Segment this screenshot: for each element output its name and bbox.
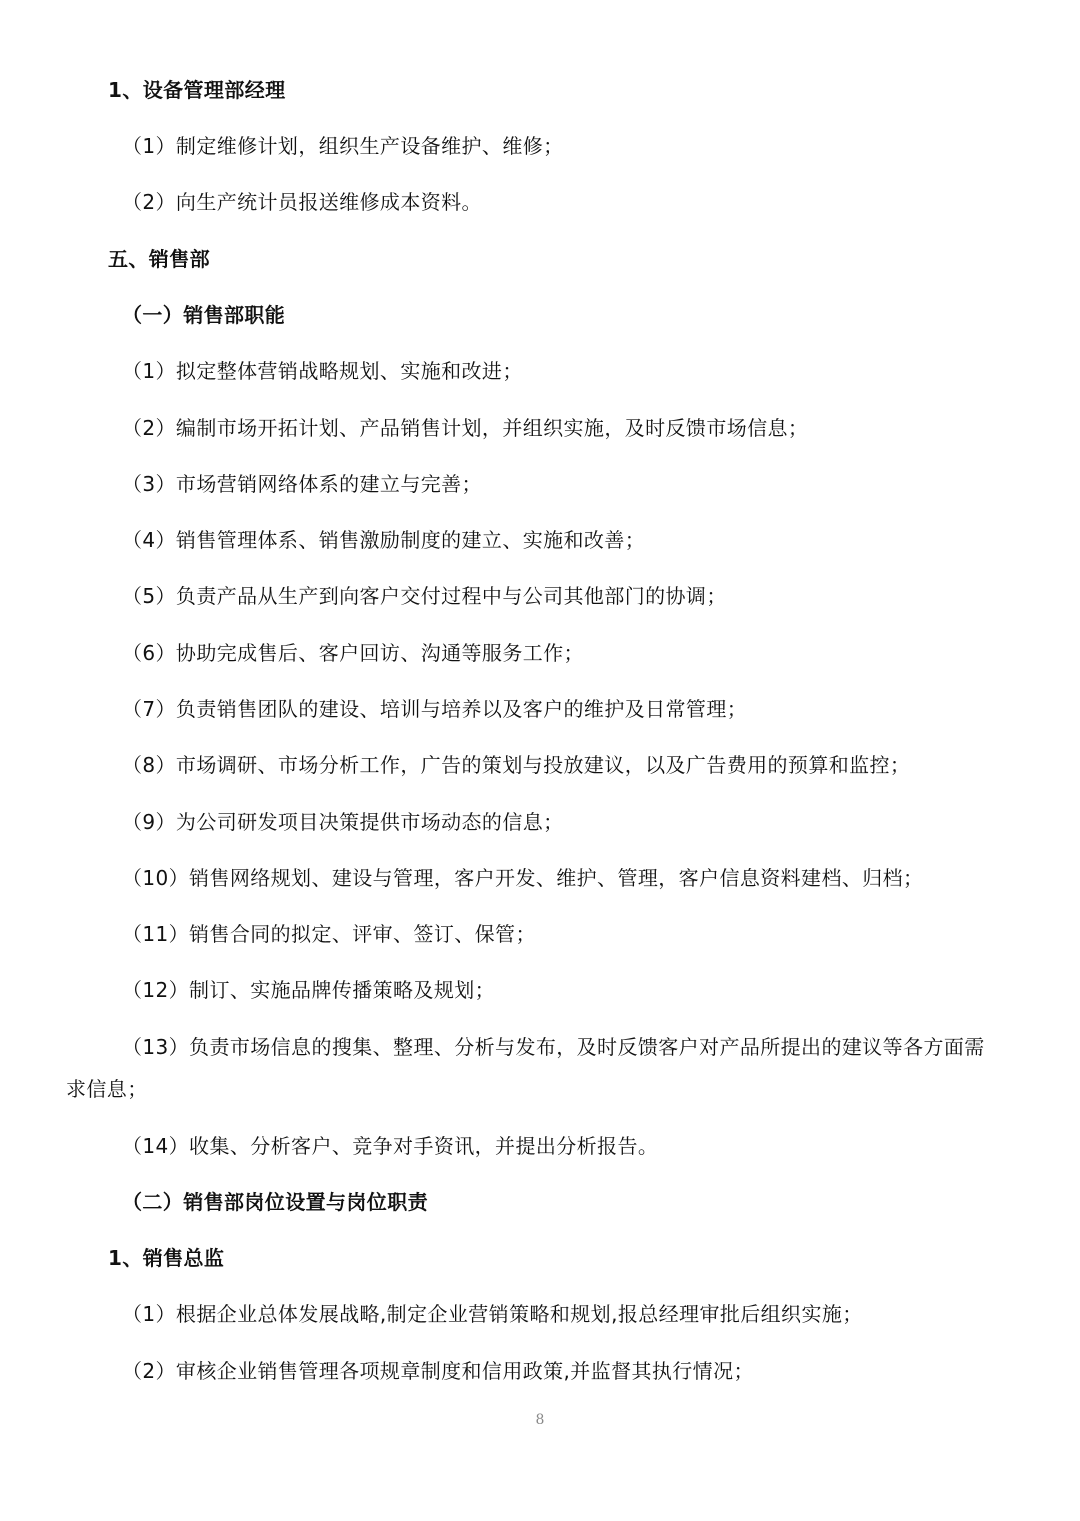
list-item: （2）向生产统计员报送维修成本资料。 bbox=[122, 190, 482, 214]
list-item: （2）审核企业销售管理各项规章制度和信用政策,并监督其执行情况； bbox=[122, 1359, 754, 1383]
list-item: （1）根据企业总体发展战略,制定企业营销策略和规划,报总经理审批后组织实施； bbox=[122, 1302, 863, 1326]
list-item: （2）编制市场开拓计划、产品销售计划，并组织实施，及时反馈市场信息； bbox=[122, 416, 809, 440]
section-heading-equipment-manager: 1、设备管理部经理 bbox=[108, 78, 286, 102]
subsection-heading-sales-functions: （一）销售部职能 bbox=[122, 303, 286, 327]
section-heading-sales-director: 1、销售总监 bbox=[108, 1246, 225, 1270]
list-item-wrapped-first: （13）负责市场信息的搜集、整理、分析与发布，及时反馈客户对产品所提出的建议等各方面需 bbox=[122, 1035, 985, 1059]
page-number: 8 bbox=[535, 1412, 545, 1428]
list-item: （1）拟定整体营销战略规划、实施和改进； bbox=[122, 359, 523, 383]
list-item: （3）市场营销网络体系的建立与完善； bbox=[122, 472, 482, 496]
list-item: （6）协助完成售后、客户回访、沟通等服务工作； bbox=[122, 641, 584, 665]
list-item: （14）收集、分析客户、竞争对手资讯，并提出分析报告。 bbox=[122, 1134, 659, 1158]
list-item: （11）销售合同的拟定、评审、签订、保管； bbox=[122, 922, 536, 946]
list-item: （10）销售网络规划、建设与管理，客户开发、维护、管理，客户信息资料建档、归档； bbox=[122, 866, 924, 890]
list-item: （7）负责销售团队的建设、培训与培养以及客户的维护及日常管理； bbox=[122, 697, 748, 721]
list-item: （9）为公司研发项目决策提供市场动态的信息； bbox=[122, 810, 564, 834]
list-item: （1）制定维修计划，组织生产设备维护、维修； bbox=[122, 134, 564, 158]
list-item: （5）负责产品从生产到向客户交付过程中与公司其他部门的协调； bbox=[122, 584, 727, 608]
list-item: （12）制订、实施品牌传播策略及规划； bbox=[122, 978, 496, 1002]
list-item: （4）销售管理体系、销售激励制度的建立、实施和改善； bbox=[122, 528, 646, 552]
subsection-heading-positions: （二）销售部岗位设置与岗位职责 bbox=[122, 1190, 428, 1214]
section-heading-sales-dept: 五、销售部 bbox=[108, 247, 210, 271]
list-item: （8）市场调研、市场分析工作，广告的策划与投放建议，以及广告费用的预算和监控； bbox=[122, 753, 911, 777]
list-item-wrapped-continuation: 求信息； bbox=[66, 1077, 148, 1101]
